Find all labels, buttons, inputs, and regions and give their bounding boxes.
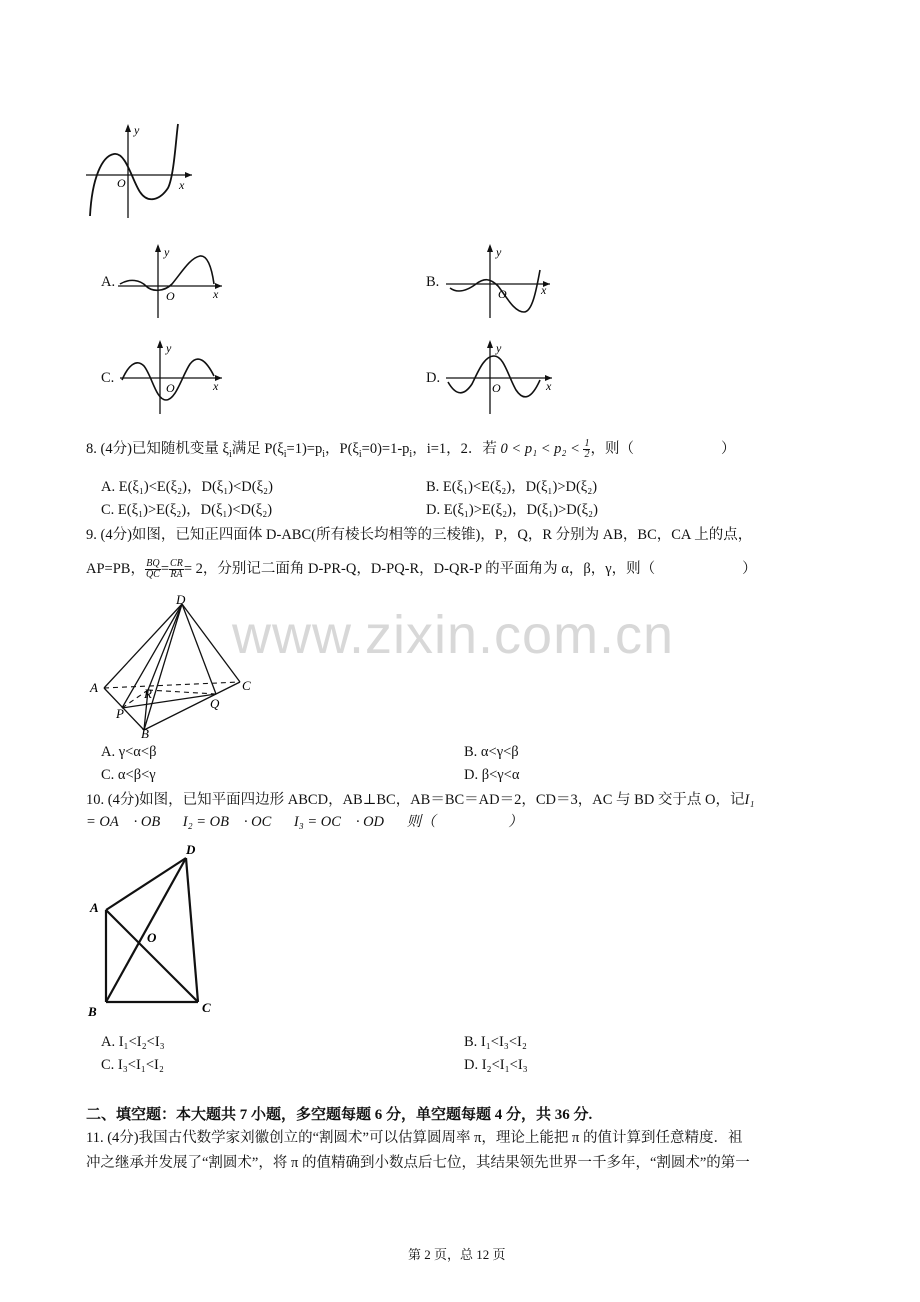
q10-option-b[interactable]: B. I₁<I₃<I₂ — [464, 1034, 527, 1050]
x-axis-label: x — [213, 287, 219, 301]
x-axis-label: x — [179, 178, 185, 192]
y-axis-label: y — [496, 245, 502, 259]
y-axis-label: y — [496, 341, 502, 355]
q8-option-c[interactable]: C. E(ξ₁)>E(ξ₂)，D(ξ₁)<D(ξ₂) — [101, 502, 273, 518]
q7-option-b-graph — [444, 240, 556, 320]
q9-stem-line1: 9. (4分)如图，已知正四面体 D-ABC(所有棱长均相等的三棱锥)，P，Q，R 分别为 AB，BC，CA 上的点， — [86, 527, 753, 543]
q7-option-b-label: B. — [426, 274, 440, 290]
q7-option-c-graph — [116, 336, 228, 416]
vertex-a-label: A — [90, 900, 99, 915]
x-axis-label: x — [213, 379, 219, 393]
point-o-label: O — [147, 930, 157, 945]
origin-label: O — [492, 381, 501, 395]
vertex-d-label: D — [186, 842, 196, 857]
q8-inequality: 0 < p₁ < p₂ < — [500, 441, 580, 457]
q9-option-a[interactable]: A. γ<α<β — [101, 744, 157, 760]
origin-label: O — [166, 289, 175, 303]
q10-stem-line1: 10. (4分)如图，已知平面四边形 ABCD，AB⊥BC，AB＝BC＝AD＝2，CD＝3，AC 与 BD 交于点 O，记I₁ — [86, 792, 755, 808]
q7-option-d-graph — [444, 336, 558, 416]
y-axis-label: y — [134, 123, 140, 137]
q8-option-a[interactable]: A. E(ξ₁)<E(ξ₂)，D(ξ₁)<D(ξ₂) — [101, 479, 273, 495]
q7-option-c-label: C. — [101, 370, 115, 386]
point-p-label: P — [116, 706, 124, 721]
watermark: www.zixin.com.cn — [232, 605, 675, 665]
q9-option-b[interactable]: B. α<γ<β — [464, 744, 519, 760]
q7-option-a-label: A. — [101, 274, 116, 290]
origin-label: O — [498, 287, 507, 301]
y-axis-label: y — [166, 341, 172, 355]
vertex-b-label: B — [88, 1004, 97, 1018]
q9-fraction-cr-ra: $\frac{CR}{RA}$ — [170, 558, 183, 581]
q11-stem-line2: 冲之继承并发展了“割圆术”，将 π 的值精确到小数点后七位，其结果领先世界一千多年，“割圆术”的第一 — [86, 1155, 750, 1171]
vertex-d-label: D — [176, 592, 186, 607]
q8-fraction: $\frac{1}{2}$ — [584, 438, 590, 461]
origin-label: O — [117, 176, 126, 190]
vertex-c-label: C — [202, 1000, 211, 1015]
q7-option-d-label: D. — [426, 370, 441, 386]
q10-option-a[interactable]: A. I₁<I₂<I₃ — [101, 1034, 165, 1050]
vertex-b-label: B — [141, 726, 149, 740]
quadrilateral-figure — [86, 838, 226, 1018]
q8-stem: 8. (4分)已知随机变量 $\xi_i$满足 $P(\xi_i=1)=p_i$，$P(\xi_i=0)=1-p_i$，i=1，2．若 0 < p₁ < p₂ < $\frac{1}{2}$ ，则（ ） — [86, 438, 736, 461]
q10-option-c[interactable]: C. I₃<I₁<I₂ — [101, 1057, 164, 1073]
function-graph-figure — [80, 118, 200, 222]
page-footer: 第 2 页，总 12 页 — [408, 1247, 506, 1262]
point-q-label: Q — [210, 696, 220, 711]
q9-stem-line2: AP=PB， $\frac{BQ}{QC}$ = $\frac{CR}{RA}$ = 2，分别记二面角 D-PR-Q，D-PQ-R，D-QR-P 的平面角为 α，β，γ，则（ ） — [86, 558, 757, 581]
x-axis-label: x — [546, 379, 552, 393]
q10-option-d[interactable]: D. I₂<I₁<I₃ — [464, 1057, 528, 1073]
q11-stem-line1: 11. (4分)我国古代数学家刘徽创立的“割圆术”可以估算圆周率 π，理论上能把 π 的值计算到任意精度．祖 — [86, 1130, 743, 1146]
q9-fraction-bq-qc: $\frac{BQ}{QC}$ — [145, 558, 160, 581]
q10-stem-line2: = OA⃗ · OB⃗，I₂ = OB⃗ · OC⃗，I₃ = OC⃗ · OD⃗，则（ ） — [86, 814, 523, 830]
vertex-c-label: C — [242, 678, 251, 693]
section-heading-fill-in: 二、填空题：本大题共 7 小题，多空题每题 6 分，单空题每题 4 分，共 36 分. — [86, 1107, 593, 1123]
q8-option-b[interactable]: B. E(ξ₁)<E(ξ₂)，D(ξ₁)>D(ξ₂) — [426, 479, 598, 495]
origin-label: O — [166, 381, 175, 395]
vertex-a-label: A — [90, 680, 98, 695]
q9-option-d[interactable]: D. β<γ<α — [464, 767, 520, 783]
q8-option-d[interactable]: D. E(ξ₁)>E(ξ₂)，D(ξ₁)>D(ξ₂) — [426, 502, 598, 518]
tetrahedron-figure — [88, 592, 260, 740]
point-r-label: R — [144, 686, 152, 701]
x-axis-label: x — [541, 283, 547, 297]
y-axis-label: y — [164, 245, 170, 259]
q7-option-a-graph — [116, 240, 228, 320]
q9-option-c[interactable]: C. α<β<γ — [101, 767, 156, 783]
